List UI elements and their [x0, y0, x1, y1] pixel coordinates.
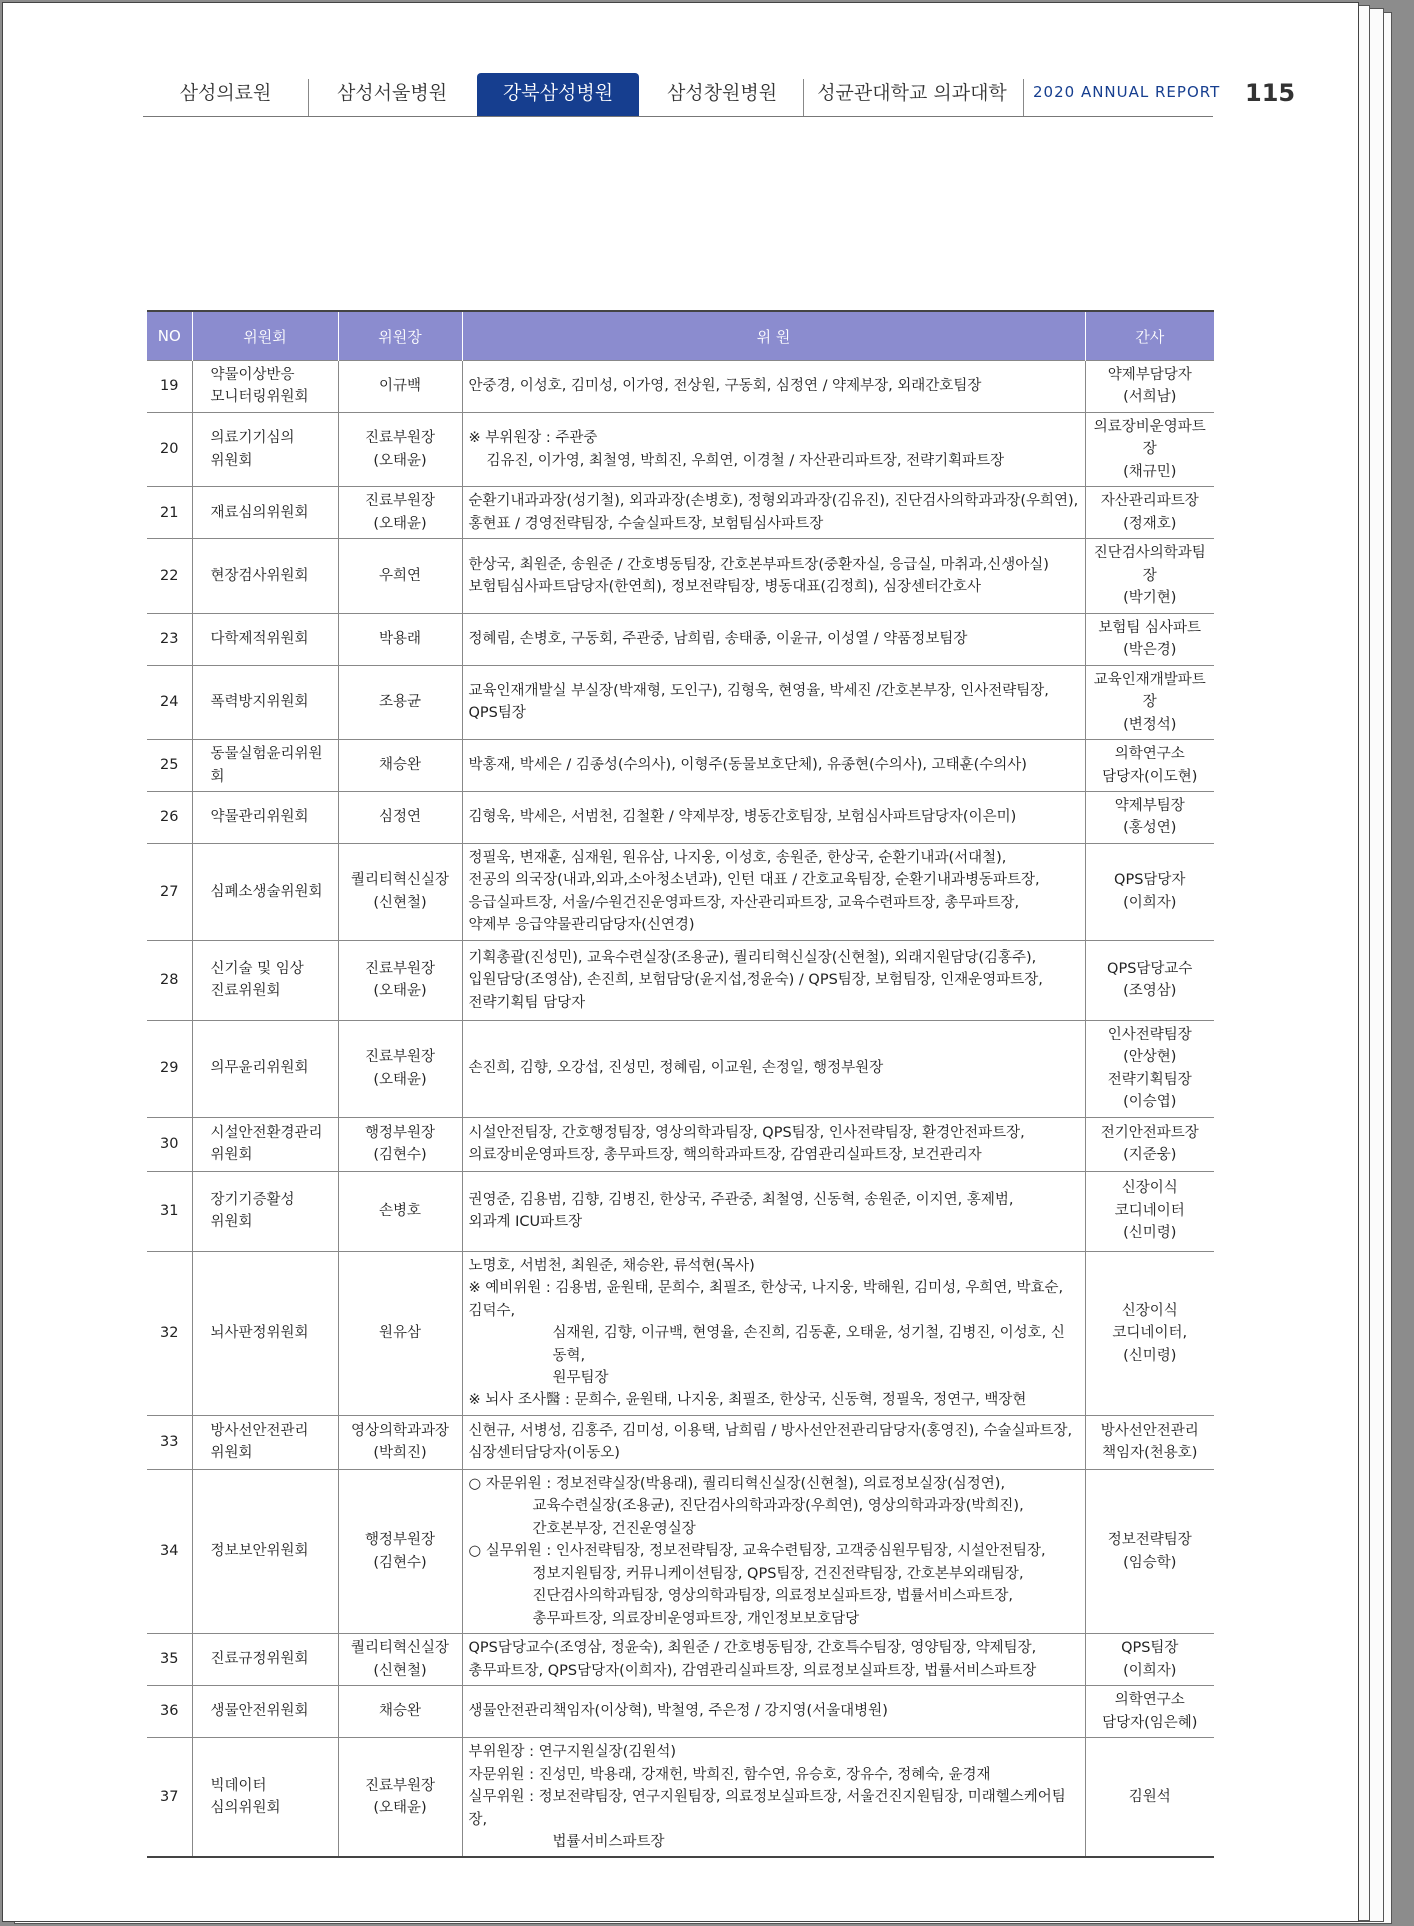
cell-secretary	[1085, 791, 1214, 843]
cell-line: 김형욱, 박세은, 서범천, 김철환 / 약제부장, 병동간호팀장, 보험심사파트담당자(이은미)	[468, 809, 1017, 826]
cell-line: QPS담당교수	[1107, 960, 1193, 977]
cell-chair	[338, 361, 462, 413]
cell-committee	[192, 1634, 338, 1686]
cell-line: (오태윤)	[373, 1800, 427, 1817]
cell-committee	[192, 613, 338, 665]
table-row	[147, 740, 1214, 792]
cell-chair	[338, 665, 462, 739]
cell-no: 28	[147, 940, 192, 1020]
cell-secretary	[1085, 740, 1214, 792]
cell-line: 신장이식	[1121, 1180, 1178, 1197]
cell-line: 퀄리티혁신실장	[350, 1640, 450, 1657]
cell-line: 전기안전파트장	[1100, 1124, 1199, 1141]
cell-committee	[192, 539, 338, 613]
cell-line: 안중경, 이성호, 김미성, 이가영, 전상원, 구동회, 심정연 / 약제부장, 외래간호팀장	[468, 378, 982, 395]
cell-secretary	[1085, 613, 1214, 665]
cell-line: 진단검사의학과팀장	[1093, 545, 1206, 584]
column-header-no: NO	[147, 311, 192, 361]
cell-line: ※ 뇌사 조사醫 : 문희수, 윤원태, 나지웅, 최필조, 한상국, 신동혁, 정필욱, 정연구, 백장현	[468, 1392, 1027, 1409]
cell-line: 재료심의위원회	[210, 504, 309, 521]
cell-secretary	[1085, 843, 1214, 940]
cell-line: 약제부팀장	[1114, 797, 1185, 814]
cell-line: 김원석	[1128, 1789, 1171, 1806]
cell-line: 의료장비운영파트장, 총무파트장, 핵의학과파트장, 감염관리실파트장, 보건관리자	[468, 1147, 982, 1164]
table-row	[147, 361, 1214, 413]
tab-divider	[803, 79, 804, 117]
cell-committee	[192, 1469, 338, 1633]
tab-divider	[1023, 79, 1024, 117]
cell-no: 25	[147, 740, 192, 792]
cell-chair	[338, 539, 462, 613]
cell-line: 빅데이터	[210, 1777, 267, 1794]
cell-line: 심정연	[378, 809, 422, 826]
cell-line: 보험팀 심사파트	[1098, 619, 1202, 636]
cell-line: 한상국, 최원준, 송원준 / 간호병동팀장, 간호본부파트장(중환자실, 응급실, 마취과,신생아실)	[468, 556, 1049, 573]
cell-line: 입원담당(조영삼), 손진희, 보험담당(윤지섭,정윤숙) / QPS팀장, 보험팀장, 인재운영파트장,	[468, 972, 1043, 989]
column-header-committee: 위원회	[192, 311, 338, 361]
cell-line: 약물이상반응	[210, 367, 295, 383]
cell-line: 법률서비스파트장	[552, 1833, 665, 1850]
cell-members	[462, 412, 1085, 486]
cell-line: 김유진, 이가영, 최철영, 박희진, 우희연, 이경철 / 자산관리파트장, 전략기획파트장	[486, 452, 1005, 469]
cell-line: (오태윤)	[373, 515, 427, 532]
cell-chair	[338, 843, 462, 940]
cell-line: (조영삼)	[1123, 983, 1177, 1000]
cell-members	[462, 1117, 1085, 1171]
cell-line: ※ 부위원장 : 주관중	[468, 430, 598, 447]
table-row	[147, 539, 1214, 613]
cell-line: 위원회	[210, 1445, 253, 1462]
cell-line: 진료부원장	[364, 1777, 436, 1794]
cell-line: 정보전략팀장	[1107, 1532, 1192, 1549]
cell-line: 모니터링위원회	[210, 389, 309, 406]
cell-chair	[338, 1117, 462, 1171]
cell-line: 담당자(임은혜)	[1102, 1714, 1198, 1731]
cell-committee	[192, 665, 338, 739]
cell-line: 총무파트장, 의료장비운영파트장, 개인정보보호담당	[532, 1610, 860, 1627]
cell-line: 진료규정위원회	[210, 1651, 309, 1668]
cell-members	[462, 1738, 1085, 1858]
cell-line: 손병호	[378, 1202, 422, 1219]
table-row	[147, 1171, 1214, 1251]
cell-no: 32	[147, 1251, 192, 1415]
cell-secretary	[1085, 361, 1214, 413]
cell-chair	[338, 1171, 462, 1251]
table-row	[147, 487, 1214, 539]
cell-chair	[338, 1020, 462, 1117]
cell-members	[462, 487, 1085, 539]
cell-committee	[192, 1171, 338, 1251]
cell-no: 24	[147, 665, 192, 739]
cell-line: 박용래	[378, 630, 422, 647]
cell-secretary	[1085, 487, 1214, 539]
cell-line: 위원회	[210, 452, 253, 469]
cell-line: ○ 자문위원 : 정보전략실장(박용래), 퀄리티혁신실장(신현철), 의료정보실장(심정연),	[468, 1475, 1006, 1492]
cell-chair	[338, 613, 462, 665]
cell-chair	[338, 1686, 462, 1738]
cell-no: 29	[147, 1020, 192, 1117]
cell-line: 진료부원장	[364, 493, 436, 510]
table-row	[147, 1686, 1214, 1738]
cell-members	[462, 1634, 1085, 1686]
committee-table	[147, 310, 1214, 1858]
cell-line: 진료부원장	[364, 1049, 436, 1066]
cell-line: 방사선안전관리	[1100, 1422, 1199, 1439]
cell-line: 심의위원회	[210, 1800, 281, 1817]
cell-line: (지준웅)	[1123, 1147, 1177, 1164]
cell-line: 진료위원회	[210, 983, 281, 1000]
cell-committee	[192, 740, 338, 792]
cell-line: 뇌사판정위원회	[210, 1325, 309, 1342]
table-row	[147, 791, 1214, 843]
cell-line: 홍현표 / 경영전략팀장, 수술실파트장, 보험팀심사파트장	[468, 515, 824, 532]
cell-line: 코디네이터,	[1112, 1325, 1188, 1342]
cell-committee	[192, 1117, 338, 1171]
cell-members	[462, 1171, 1085, 1251]
cell-members	[462, 791, 1085, 843]
cell-line: (신현철)	[373, 894, 427, 911]
cell-line: 순환기내과과장(성기철), 외과과장(손병호), 정형외과과장(김유진), 진단검사의학과과장(우희연),	[468, 493, 1079, 510]
cell-line: 의학연구소	[1114, 746, 1185, 763]
cell-committee	[192, 1251, 338, 1415]
cell-line: (이승엽)	[1123, 1094, 1177, 1111]
cell-chair	[338, 940, 462, 1020]
document-page	[2, 2, 1359, 1922]
table-row	[147, 1117, 1214, 1171]
cell-line: 신기술 및 임상	[210, 960, 304, 977]
cell-line: 정보보안위원회	[210, 1543, 309, 1560]
cell-committee	[192, 487, 338, 539]
table-row	[147, 1415, 1214, 1469]
cell-line: 약제부담당자	[1107, 367, 1192, 383]
cell-chair	[338, 1251, 462, 1415]
cell-line: 정필욱, 변재훈, 심재원, 원유삼, 나지웅, 이성호, 송원준, 한상국, 순환기내과(서대철),	[468, 849, 1007, 866]
cell-line: QPS담당자	[1114, 872, 1186, 889]
cell-line: (이희자)	[1123, 1662, 1177, 1679]
cell-line: 부위원장 : 연구지원실장(김원석)	[468, 1744, 677, 1761]
cell-line: 동물실험윤리위원회	[210, 746, 323, 785]
cell-secretary	[1085, 1415, 1214, 1469]
cell-line: 조용균	[378, 694, 422, 711]
cell-members	[462, 740, 1085, 792]
table-row	[147, 1020, 1214, 1117]
cell-chair	[338, 1415, 462, 1469]
cell-line: 외과계 ICU파트장	[468, 1214, 583, 1231]
cell-no: 23	[147, 613, 192, 665]
cell-chair	[338, 1634, 462, 1686]
cell-line: 정보지원팀장, 커뮤니케이션팀장, QPS팀장, 건진전략팀장, 간호본부외래팀장,	[532, 1565, 1024, 1582]
cell-line: (홍성연)	[1123, 820, 1177, 837]
cell-committee	[192, 843, 338, 940]
report-label: 2020 ANNUAL REPORT	[1033, 83, 1221, 101]
cell-line: 진료부원장	[364, 430, 436, 447]
cell-line: 전략기획팀장	[1107, 1071, 1192, 1088]
cell-line: (오태윤)	[373, 452, 427, 469]
cell-no: 27	[147, 843, 192, 940]
cell-line: (박희진)	[373, 1445, 427, 1462]
cell-members	[462, 613, 1085, 665]
cell-no: 36	[147, 1686, 192, 1738]
cell-line: 자문위원 : 진성민, 박용래, 강재헌, 박희진, 함수연, 유승호, 장유수, 정혜숙, 윤경재	[468, 1766, 991, 1783]
cell-line: 영상의학과과장	[350, 1422, 450, 1439]
cell-line: 원무팀장	[552, 1370, 609, 1386]
tab-samsung-changwon-hospital[interactable]: 삼성창원병원	[666, 82, 778, 104]
cell-committee	[192, 940, 338, 1020]
cell-line: 심장센터담당자(이동오)	[468, 1445, 620, 1462]
cell-line: 정혜림, 손병호, 구동회, 주관중, 남희림, 송태종, 이윤규, 이성열 / 약품정보팀장	[468, 630, 968, 647]
cell-line: (김현수)	[373, 1147, 427, 1164]
cell-secretary	[1085, 1251, 1214, 1415]
page-number: 115	[1245, 79, 1296, 107]
cell-line: 위원회	[210, 1214, 253, 1231]
cell-line: (신현철)	[373, 1662, 427, 1679]
cell-line: 채승완	[378, 1703, 422, 1720]
cell-line: 다학제적위원회	[210, 630, 309, 647]
cell-line: 코디네이터	[1114, 1202, 1185, 1219]
cell-line: 원유삼	[378, 1325, 422, 1342]
cell-line: 약제부 응급약물관리담당자(신연경)	[468, 917, 695, 934]
cell-members	[462, 1415, 1085, 1469]
cell-line: 의무윤리위원회	[210, 1060, 309, 1077]
cell-line: 실무위원 : 정보전략팀장, 연구지원팀장, 의료정보실파트장, 서울건진지원팀장, 미래헬스케어팀장,	[468, 1789, 1066, 1828]
cell-line: 방사선안전관리	[210, 1422, 309, 1439]
cell-line: (오태윤)	[373, 983, 427, 1000]
cell-no: 34	[147, 1469, 192, 1633]
cell-line: 생물안전위원회	[210, 1703, 309, 1720]
cell-line: (박기현)	[1123, 590, 1177, 607]
cell-chair	[338, 791, 462, 843]
cell-no: 35	[147, 1634, 192, 1686]
cell-line: 전략기획팀 담당자	[468, 994, 586, 1011]
cell-secretary	[1085, 1117, 1214, 1171]
cell-line: (서희남)	[1123, 389, 1177, 406]
cell-line: 교육인재개발파트장	[1093, 671, 1206, 711]
cell-line: 행정부원장	[364, 1532, 436, 1549]
cell-committee	[192, 791, 338, 843]
cell-line: 진료부원장	[364, 960, 436, 977]
cell-line: (임승학)	[1123, 1554, 1177, 1571]
cell-line: (이희자)	[1123, 894, 1177, 911]
cell-line: 신현규, 서병성, 김홍주, 김미성, 이용택, 남희림 / 방사선안전관리담당자(홍영진), 수술실파트장,	[468, 1422, 1073, 1439]
cell-line: 손진희, 김향, 오강섭, 진성민, 정혜림, 이교원, 손정일, 행정부원장	[468, 1060, 884, 1077]
cell-line: (박은경)	[1123, 642, 1177, 659]
cell-secretary	[1085, 1686, 1214, 1738]
cell-committee	[192, 1686, 338, 1738]
cell-line: (변정석)	[1123, 716, 1177, 733]
cell-secretary	[1085, 539, 1214, 613]
cell-line: 책임자(천용호)	[1102, 1445, 1198, 1462]
cell-line: 의학연구소	[1114, 1692, 1185, 1709]
cell-line: QPS팀장	[1121, 1640, 1179, 1657]
table-row	[147, 1251, 1214, 1415]
cell-no: 21	[147, 487, 192, 539]
cell-line: 장기기증활성	[210, 1191, 295, 1208]
cell-line: 보험팀심사파트담당자(한연희), 정보전략팀장, 병동대표(김정희), 심장센터간호사	[468, 578, 982, 595]
cell-line: 노명호, 서범천, 최원준, 채승완, 류석현(목사)	[468, 1257, 755, 1274]
column-header-chair: 위원장	[338, 311, 462, 361]
cell-line: (오태윤)	[373, 1071, 427, 1088]
cell-line: 현장검사위원회	[210, 567, 309, 584]
cell-secretary	[1085, 1634, 1214, 1686]
cell-committee	[192, 1415, 338, 1469]
cell-chair	[338, 1738, 462, 1858]
cell-no: 37	[147, 1738, 192, 1858]
tab-samsung-seoul-hospital[interactable]: 삼성서울병원	[336, 82, 448, 104]
cell-secretary	[1085, 665, 1214, 739]
cell-line: 자산관리파트장	[1100, 493, 1199, 510]
cell-members	[462, 539, 1085, 613]
cell-line: 박홍재, 박세은 / 김종성(수의사), 이형주(동물보호단체), 유종현(수의사), 고태훈(수의사)	[468, 757, 1027, 774]
cell-line: QPS담당교수(조영삼, 정윤숙), 최원준 / 간호병동팀장, 간호특수팀장, 영양팀장, 약제팀장,	[468, 1640, 1037, 1657]
cell-secretary	[1085, 1171, 1214, 1251]
cell-line: (신미령)	[1123, 1225, 1177, 1242]
cell-line: (안상현)	[1123, 1049, 1177, 1066]
cell-line: 담당자(이도현)	[1102, 768, 1198, 785]
cell-line: (김현수)	[373, 1554, 427, 1571]
table-row	[147, 1469, 1214, 1633]
cell-committee	[192, 412, 338, 486]
cell-line: 행정부원장	[364, 1124, 436, 1141]
cell-line: (신미령)	[1123, 1347, 1177, 1364]
cell-line: 퀄리티혁신실장	[350, 872, 450, 889]
cell-line: (정재호)	[1123, 515, 1177, 532]
cell-line: 생물안전관리책임자(이상혁), 박철영, 주은정 / 강지영(서울대병원)	[468, 1703, 888, 1720]
tab-skku-school-of-medicine[interactable]: 성균관대학교 의과대학	[817, 82, 1007, 104]
cell-line: 진단검사의학과팀장, 영상의학과팀장, 의료정보실파트장, 법률서비스파트장,	[532, 1588, 1013, 1605]
table-row	[147, 843, 1214, 940]
cell-members	[462, 665, 1085, 739]
cell-chair	[338, 1469, 462, 1633]
tab-kangbuk-samsung-hospital[interactable]: 강북삼성병원	[477, 73, 639, 117]
tab-samsung-medical-center[interactable]: 삼성의료원	[179, 82, 272, 104]
cell-line: 우희연	[378, 567, 422, 584]
table-header-row	[147, 311, 1214, 361]
cell-chair	[338, 487, 462, 539]
table-row	[147, 412, 1214, 486]
cell-members	[462, 1469, 1085, 1633]
cell-line: 교육인재개발실 부실장(박재형, 도인구), 김형욱, 현영율, 박세진 /간호본부장, 인사전략팀장, QPS팀장	[468, 682, 1049, 722]
cell-secretary	[1085, 940, 1214, 1020]
cell-line: 채승완	[378, 757, 422, 774]
cell-members	[462, 1251, 1085, 1415]
cell-members	[462, 940, 1085, 1020]
cell-line: 이규백	[378, 378, 422, 395]
cell-line: 권영준, 김용범, 김향, 김병진, 한상국, 주관중, 최철영, 신동혁, 송원준, 이지연, 홍제범,	[468, 1191, 1014, 1208]
cell-line: 기획총괄(진성민), 교육수련실장(조용균), 퀄리티혁신실장(신현철), 외래지원담당(김홍주),	[468, 949, 1037, 966]
cell-line: 위원회	[210, 1147, 253, 1164]
table-row	[147, 1634, 1214, 1686]
column-header-members: 위 원	[462, 311, 1085, 361]
cell-no: 19	[147, 361, 192, 413]
cell-secretary	[1085, 1738, 1214, 1858]
cell-line: 시설안전환경관리	[210, 1124, 323, 1141]
cell-line: 의료장비운영파트장	[1093, 418, 1206, 458]
cell-members	[462, 843, 1085, 940]
cell-line: 신장이식	[1121, 1302, 1178, 1319]
cell-no: 22	[147, 539, 192, 613]
cell-line: 총무파트장, QPS담당자(이희자), 감염관리실파트장, 의료정보실파트장, 법률서비스파트장	[468, 1662, 1037, 1679]
cell-secretary	[1085, 412, 1214, 486]
cell-committee	[192, 1020, 338, 1117]
cell-line: 폭력방지위원회	[210, 694, 309, 711]
cell-no: 20	[147, 412, 192, 486]
table-row	[147, 665, 1214, 739]
cell-line: 교육수련실장(조용균), 진단검사의학과과장(우희연), 영상의학과과장(박희진),	[532, 1498, 1024, 1515]
cell-line: 약물관리위원회	[210, 809, 309, 826]
table-row	[147, 1738, 1214, 1858]
cell-secretary	[1085, 1469, 1214, 1633]
cell-line: (채규민)	[1123, 463, 1177, 480]
cell-committee	[192, 361, 338, 413]
cell-no: 30	[147, 1117, 192, 1171]
cell-line: ※ 예비위원 : 김용범, 윤원태, 문희수, 최필조, 한상국, 나지웅, 박해원, 김미성, 우희연, 박효순, 김덕수,	[468, 1280, 1064, 1319]
cell-line: 전공의 의국장(내과,외과,소아청소년과), 인턴 대표 / 간호교육팀장, 순환기내과병동파트장,	[468, 872, 1040, 889]
column-header-secretary: 간사	[1085, 311, 1214, 361]
cell-no: 33	[147, 1415, 192, 1469]
cell-no: 31	[147, 1171, 192, 1251]
cell-members	[462, 1686, 1085, 1738]
cell-line: 시설안전팀장, 간호행정팀장, 영상의학과팀장, QPS팀장, 인사전략팀장, 환경안전파트장,	[468, 1124, 1025, 1141]
cell-line: ○ 실무위원 : 인사전략팀장, 정보전략팀장, 교육수련팀장, 고객중심원무팀장, 시설안전팀장,	[468, 1543, 1046, 1560]
cell-line: 심재원, 김향, 이규백, 현영율, 손진희, 김동훈, 오태윤, 성기철, 김병진, 이성호, 신동혁,	[552, 1325, 1065, 1364]
cell-line: 의료기기심의	[210, 430, 295, 447]
cell-line: 간호본부장, 건진운영실장	[532, 1520, 696, 1537]
cell-committee	[192, 1738, 338, 1858]
cell-line: 심폐소생술위원회	[210, 883, 323, 900]
cell-secretary	[1085, 1020, 1214, 1117]
cell-line: 인사전략팀장	[1107, 1026, 1192, 1043]
table-row	[147, 613, 1214, 665]
header-rule	[143, 116, 1213, 117]
table-row	[147, 940, 1214, 1020]
cell-no: 26	[147, 791, 192, 843]
cell-line: 응급실파트장, 서울/수원건진운영파트장, 자산관리파트장, 교육수련파트장, 총무파트장,	[468, 894, 1020, 911]
cell-chair	[338, 412, 462, 486]
cell-chair	[338, 740, 462, 792]
cell-members	[462, 1020, 1085, 1117]
cell-members	[462, 361, 1085, 413]
